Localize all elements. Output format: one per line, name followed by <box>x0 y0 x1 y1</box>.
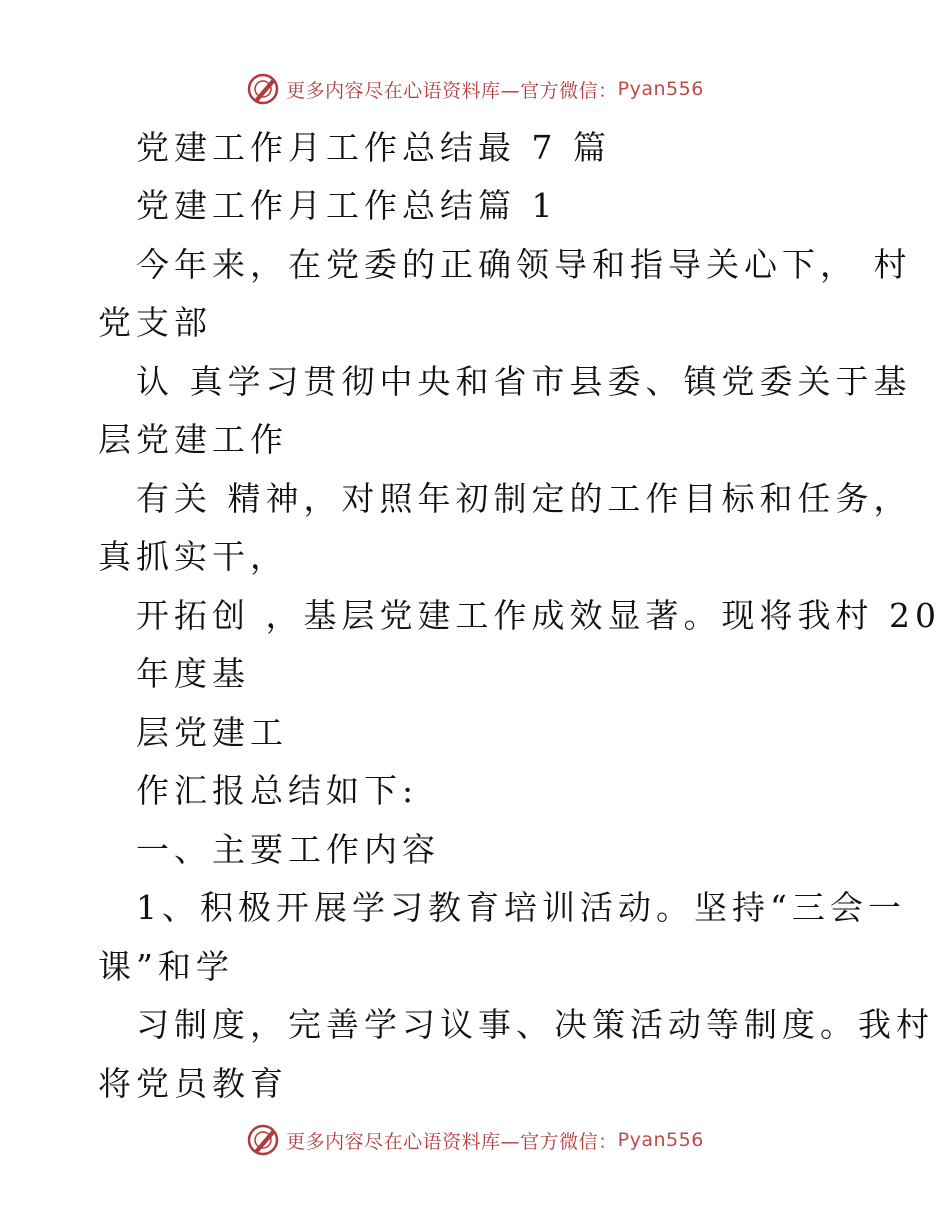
footer-watermark <box>0 1123 950 1157</box>
paragraph-line: 课”和学 <box>98 947 234 986</box>
section-heading: 一、主要工作内容 <box>136 830 440 869</box>
document-title: 党建工作月工作总结最 7 篇 <box>136 128 611 167</box>
paragraph-line: 将党员教育 <box>98 1064 288 1103</box>
paragraph-line: 开拓创 ，基层党建工作成效显著。现将我村 20 <box>136 596 941 635</box>
paragraph-line: 党支部 <box>98 303 212 342</box>
paragraph-line: 年度基 <box>136 654 250 693</box>
paragraph-line: 有关 精神，对照年初制定的工作目标和任务， <box>136 479 912 518</box>
paragraph-line: 习制度，完善学习议事、决策活动等制度。我村 <box>136 1005 934 1044</box>
pen-logo-icon <box>246 72 280 106</box>
watermark-text: 更多内容尽在心语资料库—官方微信： <box>286 79 618 102</box>
paragraph-line: 1、积极开展学习教育培训活动。坚持“三会一 <box>136 888 906 927</box>
paragraph-line: 层党建工 <box>136 713 288 752</box>
paragraph-line: 作汇报总结如下: <box>136 771 419 810</box>
watermark-wechat-id: Pyan556 <box>617 78 704 100</box>
paragraph-line: 今年来，在党委的正确领导和指导关心下， 村 <box>136 245 912 284</box>
paragraph-line: 认 真学习贯彻中央和省市县委、镇党委关于基 <box>136 362 912 401</box>
paragraph-line: 真抓实干， <box>98 537 288 576</box>
paragraph-line: 层党建工作 <box>98 420 288 459</box>
pen-logo-icon <box>246 1123 280 1157</box>
watermark-text: 更多内容尽在心语资料库—官方微信： <box>286 1130 618 1153</box>
section-title: 党建工作月工作总结篇 1 <box>136 186 558 225</box>
watermark-wechat-id: Pyan556 <box>617 1129 704 1151</box>
header-watermark <box>0 72 950 106</box>
